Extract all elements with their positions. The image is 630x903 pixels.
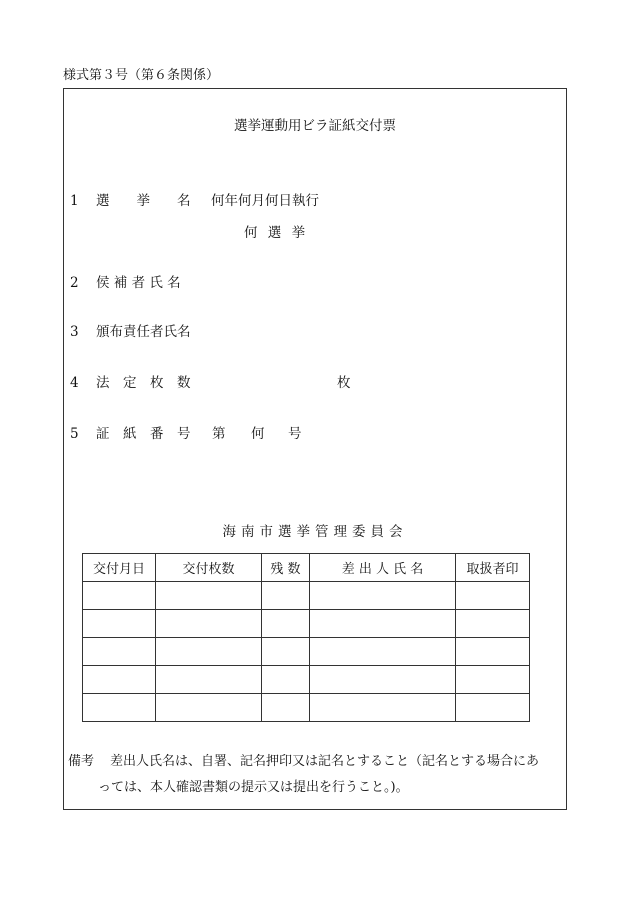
document-title: 選挙運動用ビラ証紙交付票 <box>234 118 396 134</box>
table-cell[interactable] <box>262 694 310 722</box>
header-issue-count: 交付枚数 <box>156 554 262 582</box>
item-5-prefix: 第 <box>212 426 226 442</box>
table-cell[interactable] <box>156 638 262 666</box>
table-cell[interactable] <box>456 694 530 722</box>
table-cell[interactable] <box>83 638 156 666</box>
item-4-number: 4 <box>70 375 79 391</box>
committee-name: 海南市選挙管理委員会 <box>222 524 408 540</box>
remarks-line-1 <box>68 755 539 768</box>
table-cell[interactable] <box>83 610 156 638</box>
table-cell[interactable] <box>456 638 530 666</box>
item-4-label: 法 定 枚 数 <box>96 375 191 391</box>
form-number: 様式第３号（第６条関係） <box>63 68 220 83</box>
table-cell[interactable] <box>156 694 262 722</box>
table-cell[interactable] <box>262 582 310 610</box>
item-3-label: 頒布責任者氏名 <box>96 324 191 340</box>
table-cell[interactable] <box>262 638 310 666</box>
table-row <box>83 666 530 694</box>
item-2-label: 侯 補 者 氏 名 <box>96 275 181 291</box>
table-cell[interactable] <box>310 694 456 722</box>
item-1-number: 1 <box>70 193 79 209</box>
ledger-header-row <box>83 554 530 582</box>
header-handler-seal: 取扱者印 <box>456 554 530 582</box>
item-5-label: 証 紙 番 号 <box>96 426 191 442</box>
item-1-election-name: 何 選 挙 <box>244 225 309 241</box>
remarks-text-1: 差出人氏名は、自署、記名押印又は記名とすること（記名とする場合にあ <box>110 754 540 769</box>
table-row <box>83 582 530 610</box>
table-cell[interactable] <box>310 582 456 610</box>
item-1-date: 何年何月何日執行 <box>211 193 319 209</box>
ledger-table <box>82 553 530 722</box>
item-4-unit: 枚 <box>337 375 351 391</box>
item-3-number: 3 <box>70 324 79 340</box>
table-row <box>83 694 530 722</box>
table-cell[interactable] <box>156 610 262 638</box>
table-row <box>83 638 530 666</box>
table-row <box>83 610 530 638</box>
remarks-text-2: っては、本人確認書類の提示又は提出を行うこと。)。 <box>98 780 409 795</box>
table-cell[interactable] <box>310 666 456 694</box>
table-cell[interactable] <box>83 666 156 694</box>
table-cell[interactable] <box>262 666 310 694</box>
table-cell[interactable] <box>156 666 262 694</box>
header-remaining: 残 数 <box>262 554 310 582</box>
table-cell[interactable] <box>456 666 530 694</box>
item-1-label: 選 挙 名 <box>96 193 191 209</box>
table-cell[interactable] <box>83 694 156 722</box>
table-cell[interactable] <box>310 610 456 638</box>
table-cell[interactable] <box>156 582 262 610</box>
table-cell[interactable] <box>262 610 310 638</box>
item-5-number: 5 <box>70 426 79 442</box>
table-cell[interactable] <box>456 610 530 638</box>
header-issue-date: 交付月日 <box>83 554 156 582</box>
header-submitter-name: 差 出 人 氏 名 <box>310 554 456 582</box>
item-5-suffix: 号 <box>288 426 302 442</box>
remarks-label: 備考 <box>68 754 95 769</box>
table-cell[interactable] <box>310 638 456 666</box>
table-cell[interactable] <box>456 582 530 610</box>
item-5-middle: 何 <box>251 426 265 442</box>
table-cell[interactable] <box>83 582 156 610</box>
item-2-number: 2 <box>70 275 79 291</box>
